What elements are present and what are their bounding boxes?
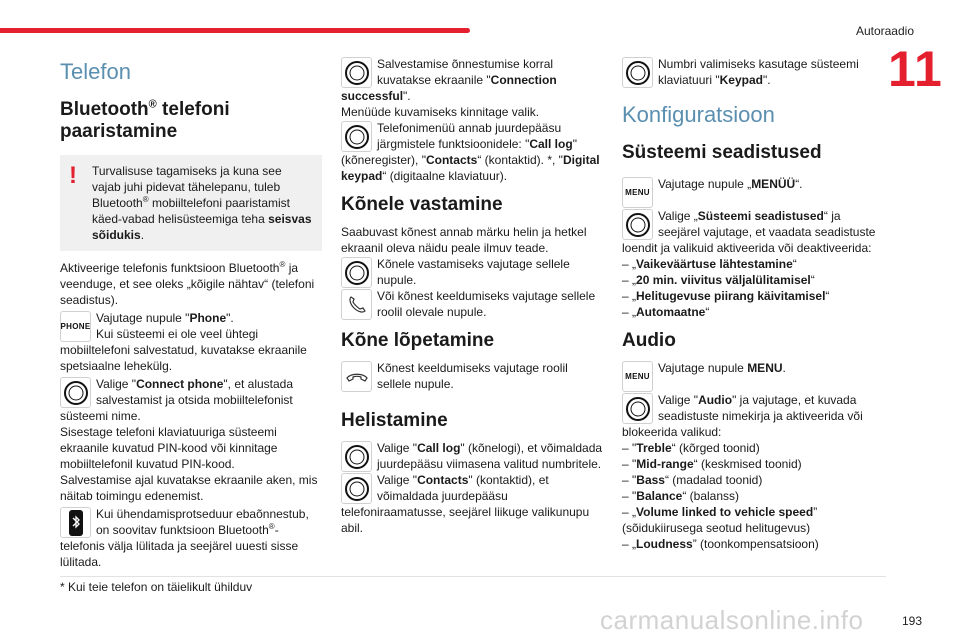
paragraph-activate-bt: Aktiveerige telefonis funktsioon Bluetooth® ja veenduge, et see oleks „kõigile nähtav“ (telefoni seadistus). <box>60 260 315 307</box>
column-1 <box>60 56 322 570</box>
item-end-call: Kõnest keeldumiseks vajutage roolil sellele nupule. <box>341 360 603 392</box>
item-call-log: Valige "Call log" (kõnelogi), et võimaldada juurdepääsu viimasena valitud numbritele. <box>341 440 603 472</box>
item-system-settings: Valige „Süsteemi seadistused“ ja seejärel vajutage, et vaadata seadistuste loendit ja valikuid aktiveerida või deaktiveerida: <box>622 209 876 255</box>
handset-icon <box>341 289 372 320</box>
hang-up-icon <box>341 361 372 392</box>
warning-text: Turvalisuse tagamiseks ja kuna see vajab juhi pidevat tähelepanu, tuleb Bluetooth® mobiiltelefoni paaristamist käed-vabad helisüsteemiga teha seisvas sõidukis. <box>92 164 312 242</box>
item-audio-menu: MENU Vajutage nupule MENU. <box>622 360 884 376</box>
paragraph-confirm: Menüüde kuvamiseks kinnitage valik. <box>341 105 540 119</box>
item-connect-phone: Valige "Connect phone", et alustada salvestamist ja otsida mobiiltelefonist süsteemi nime. <box>60 377 294 423</box>
list-item: – „Vaikeväärtuse lähtestamine“ <box>622 257 797 271</box>
heading-calling: Helistamine <box>341 410 448 431</box>
heading-audio: Audio <box>622 330 676 351</box>
list-item: – „20 min. viivitus väljalülitamisel“ <box>622 273 815 287</box>
rotary-knob-icon <box>341 121 372 152</box>
section-header: Autoraadio <box>855 24 914 38</box>
item-keypad: Numbri valimiseks kasutage süsteemi klaviatuuri "Keypad". <box>622 56 884 88</box>
item-contacts: Valige "Contacts" (kontaktid), et võimaldada juurdepääsu telefoniraamatusse, seejärel liikuge valikunupu abil. <box>341 473 590 535</box>
item-menu: MENU Vajutage nupule „MENÜÜ“. <box>622 176 884 192</box>
rotary-knob-icon <box>622 57 653 88</box>
section-title-configuration: Konfiguratsioon <box>622 102 775 127</box>
footnote-divider <box>60 576 886 577</box>
item-phone: PHONE Vajutage nupule "Phone". Kui süsteemi ei ole veel ühtegi mobiiltelefoni salvestatud, kuvatakse ekraanile spetsiaalne lehekülg. <box>60 311 307 373</box>
column-2 <box>341 56 603 536</box>
list-item: – "Bass“ (madalad toonid) <box>622 473 763 487</box>
rotary-knob-icon <box>341 473 372 504</box>
list-item: – „Automaatne“ <box>622 305 710 319</box>
warning-box <box>60 155 322 251</box>
paragraph-progress: Salvestamise ajal kuvatakse ekraanile aken, mis näitab toimingu edenemist. <box>60 473 318 503</box>
audio-settings-list <box>622 440 884 552</box>
rotary-knob-icon <box>60 377 91 408</box>
paragraph-incoming: Saabuvast kõnest annab märku helin ja hetkel ekraanil oleva näidu peale ilmuv teade. <box>341 225 587 255</box>
list-item: – „Helitugevuse piirang käivitamisel“ <box>622 289 830 303</box>
rotary-knob-icon <box>622 209 653 240</box>
heading-answer-call: Kõnele vastamine <box>341 194 503 215</box>
item-bt-retry: Kui ühendamisprotseduur ebaõnnestub, on soovitav funktsioon Bluetooth®-telefonis välja lülitada ja seejärel uuesti sisse lülitada. <box>60 507 309 569</box>
footnote: * Kui teie telefon on täielikult ühilduv <box>60 580 253 594</box>
menu-button-icon: MENU <box>622 361 653 392</box>
item-answer: Kõnele vastamiseks vajutage sellele nupule. <box>341 256 603 288</box>
rotary-knob-icon <box>341 57 372 88</box>
watermark: carmanualsonline.info <box>600 605 864 635</box>
list-item: – "Mid-range“ (keskmised toonid) <box>622 457 802 471</box>
page-number: 193 <box>901 614 922 628</box>
rotary-knob-icon <box>341 441 372 472</box>
item-decline: Või kõnest keeldumiseks vajutage sellele roolil olevale nupule. <box>341 288 603 320</box>
heading-system-settings: Süsteemi seadistused <box>622 142 822 163</box>
phone-bluetooth-icon <box>60 507 91 538</box>
menu-button-icon: MENU <box>622 177 653 208</box>
phone-button-icon: PHONE <box>60 311 91 342</box>
warning-icon: ! <box>69 162 77 189</box>
chapter-number: 11 <box>888 41 943 97</box>
top-accent-bar <box>0 28 470 33</box>
item-connection-successful: Salvestamise õnnestumise korral kuvatakse ekraanile "Connection successful". <box>341 57 557 103</box>
list-item: – „Volume linked to vehicle speed” (sõidukiirusega seotud helitugevus) <box>622 505 818 535</box>
heading-end-call: Kõne lõpetamine <box>341 330 495 351</box>
item-phone-menu: Telefonimenüü annab juurdepääsu järgmistele funktsioonidele: "Call log" (kõneregister), "Contacts“ (kontaktid). *, "Digital keypad“ (digitaalne klaviatuur). <box>341 121 600 183</box>
rotary-knob-icon <box>341 257 372 288</box>
heading-bluetooth-pairing: Bluetooth® telefoni paaristamine <box>60 98 230 142</box>
list-item: – "Treble“ (kõrged toonid) <box>622 441 760 455</box>
section-title-telefon: Telefon <box>60 59 131 84</box>
rotary-knob-icon <box>622 393 653 424</box>
item-audio-select: Valige "Audio" ja vajutage, et kuvada seadistuste nimekirja ja aktiveerida või blokeerida valikud: <box>622 393 863 439</box>
list-item: – „Loudness” (toonkompensatsioon) <box>622 537 819 551</box>
system-settings-list <box>622 256 884 320</box>
list-item: – "Balance“ (balanss) <box>622 489 739 503</box>
paragraph-pin: Sisestage telefoni klaviatuuriga süsteemi ekraanile kuvatud PIN-kood või kinnitage mobiiltelefonil kuvatud PIN-kood. <box>60 425 278 471</box>
column-3 <box>622 56 884 552</box>
